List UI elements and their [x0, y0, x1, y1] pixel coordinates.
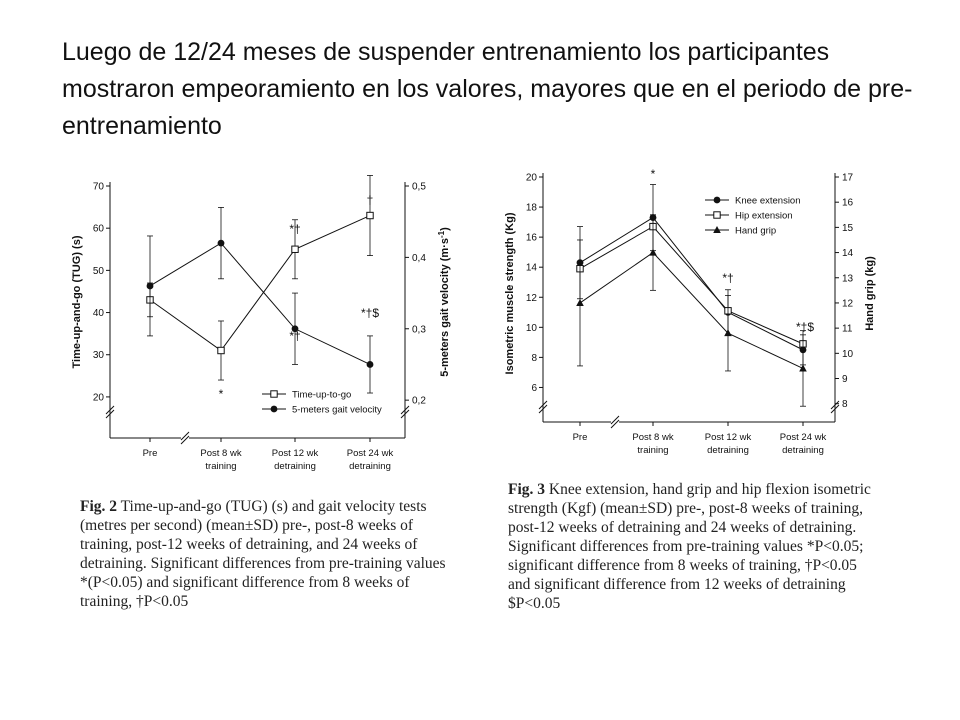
legend-label: Knee extension: [735, 195, 801, 207]
left-tick-label: 20: [92, 392, 104, 404]
y2-axis-label-text: 5-meters gait velocity (m·s: [439, 238, 451, 377]
left-tick-label: 8: [531, 352, 537, 364]
right-tick-label: 11: [842, 323, 853, 335]
legend-marker-0: [271, 391, 277, 397]
left-tick-label: 40: [92, 308, 104, 320]
left-tick-label: 50: [92, 265, 104, 277]
right-tick-label: 15: [842, 222, 854, 234]
significance-mark: †: [366, 193, 374, 207]
right-tick-label: 10: [842, 348, 854, 360]
x-tick-label: Post 12 wk detraining: [704, 432, 752, 456]
legend-marker-1: [271, 406, 278, 413]
legend-label: Time-up-to-go: [292, 389, 352, 401]
right-tick-label: 0,2: [412, 395, 426, 407]
x-axis-break-a: [181, 432, 189, 440]
left-tick-label: 14: [525, 262, 537, 274]
data-point-0: [367, 212, 373, 218]
left-tick-label: 20: [525, 172, 537, 184]
data-point-2: [576, 299, 584, 306]
right-tick-label: 0,3: [412, 324, 426, 336]
figure-2-text: Time-up-and-go (TUG) (s) and gait velocity tests (metres per second) (mean±SD) pre-, post-8 weeks of training, post-12 weeks of detraining, and 24 weeks of detraining. Significant differences from pre-training values *(P<0.05) and significant difference from 8 weeks of training, †P<0.05: [80, 498, 446, 610]
significance-mark: *†$: [795, 320, 815, 334]
x-axis-break-b: [181, 436, 189, 444]
y2-axis-label-text: Hand grip (kg): [864, 256, 876, 331]
right-tick-label: 9: [842, 374, 848, 386]
left-tick-label: 10: [525, 322, 537, 334]
x-tick-label: Post 12 wk detraining: [271, 448, 319, 472]
y2-axis-label-exponent: -1: [437, 230, 446, 239]
left-tick-label: 6: [531, 382, 537, 394]
data-point-1: [218, 240, 225, 247]
y-axis-label: Isometric muscle strength (Kg): [504, 212, 516, 375]
figure-3-caption: [508, 480, 883, 613]
x-tick-label: Post 8 wk training: [200, 448, 242, 472]
y2-axis-label: [864, 256, 876, 331]
significance-mark: *†: [722, 271, 734, 285]
series-line-0: [150, 216, 370, 351]
series-line-0: [580, 218, 803, 350]
right-tick-label: 0,5: [412, 181, 426, 193]
right-tick-label: 0,4: [412, 252, 426, 264]
data-point-1: [147, 283, 154, 290]
x-tick-label: Post 8 wk training: [632, 432, 674, 456]
chart-tug-gait-velocity: [60, 170, 490, 500]
figure-3-label: Fig. 3: [508, 481, 546, 498]
figure-2-label: Fig. 2: [80, 498, 118, 515]
legend-marker-1: [714, 212, 720, 218]
legend-label: Hand grip: [735, 225, 777, 237]
slide-title: Luego de 12/24 meses de suspender entrenamiento los participantes mostraron empeoramiento en los valores, mayores que en el periodo de pre-entrenamiento: [62, 38, 913, 140]
figure-3-text: Knee extension, hand grip and hip flexion isometric strength (Kgf) (mean±SD) pre-, post-8 weeks of training, post-12 weeks of detraining and 24 weeks of detraining. Significant differences from pre-training values *P<0.05; significant difference from 8 weeks of training, †P<0.05 and significant difference from 12 weeks of detraining $P<0.05: [508, 481, 871, 612]
series-line-1: [150, 243, 370, 364]
left-tick-label: 18: [525, 202, 537, 214]
chart-isometric-strength: [495, 160, 915, 470]
right-tick-label: 17: [842, 172, 854, 184]
right-tick-label: 8: [842, 399, 848, 411]
left-tick-label: 70: [92, 181, 104, 193]
left-tick-label: 16: [525, 232, 537, 244]
x-axis-break-b: [611, 420, 619, 428]
x-tick-label: Post 24 wk detraining: [779, 432, 827, 456]
x-axis-break-a: [611, 416, 619, 424]
legend-label: Hip extension: [735, 210, 793, 222]
y2-axis-label-end: ): [439, 227, 451, 231]
data-point-1: [367, 361, 374, 368]
right-tick-label: 14: [842, 248, 854, 260]
right-tick-label: 13: [842, 273, 854, 285]
significance-mark: *: [218, 387, 224, 401]
x-tick-label: Post 24 wk detraining: [346, 448, 394, 472]
left-tick-label: 60: [92, 223, 104, 235]
y-axis-label: Time-up-and-go (TUG) (s): [71, 235, 83, 369]
figure-2-caption: [80, 497, 455, 611]
legend-marker-0: [714, 197, 721, 204]
data-point-0: [218, 347, 224, 353]
series-line-1: [580, 227, 803, 344]
significance-mark: *: [650, 167, 656, 181]
left-tick-label: 30: [92, 350, 104, 362]
data-point-2: [649, 249, 657, 256]
legend-label: 5-meters gait velocity: [292, 404, 382, 416]
left-tick-label: 12: [525, 292, 537, 304]
x-tick-label: Pre: [142, 448, 158, 459]
significance-mark: *†: [289, 222, 301, 236]
significance-mark: *†: [289, 329, 301, 343]
right-tick-label: 12: [842, 298, 854, 310]
data-point-2: [799, 364, 807, 371]
significance-mark: *†$: [360, 306, 380, 320]
right-tick-label: 16: [842, 197, 854, 209]
data-point-0: [292, 246, 298, 252]
y2-axis-label: [437, 227, 451, 377]
x-tick-label: Pre: [572, 432, 588, 443]
